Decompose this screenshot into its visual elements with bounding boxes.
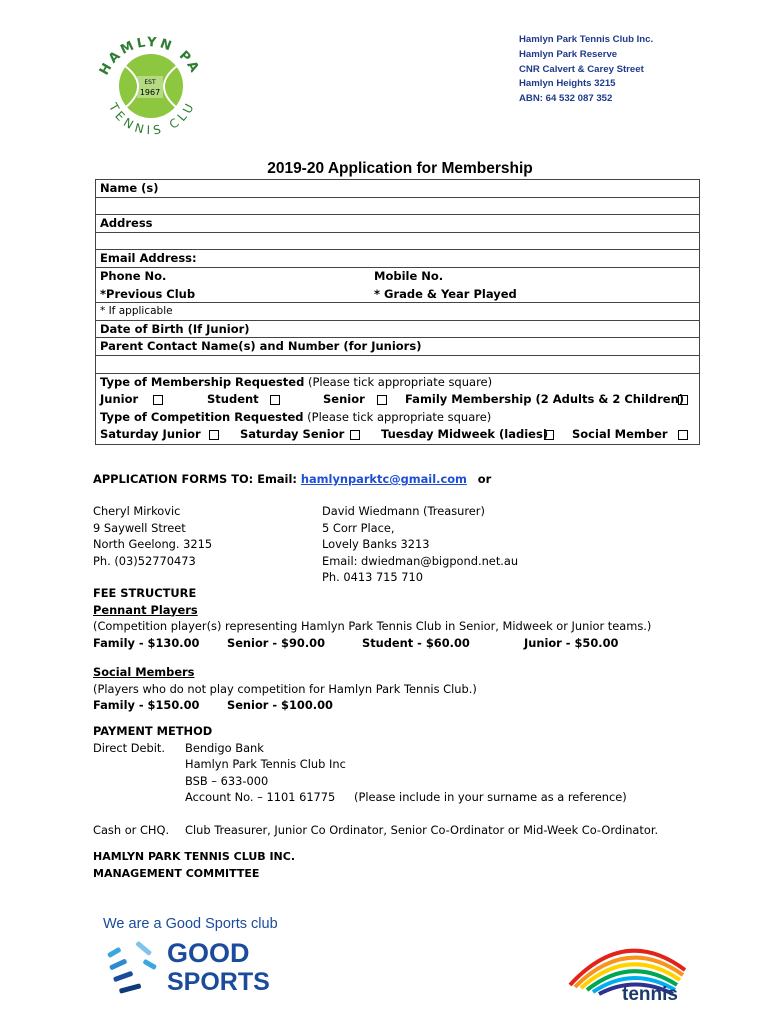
price-family: Family - $130.00: [93, 635, 200, 650]
committee-line: HAMLYN PARK TENNIS CLUB INC.: [93, 850, 296, 863]
address-field[interactable]: [96, 215, 699, 233]
club-address-line: CNR Calvert & Carey Street: [519, 63, 644, 75]
parent-contact-label: Parent Contact Name(s) and Number (for Juniors): [100, 339, 422, 354]
social-prices: [93, 697, 753, 714]
tennis-wordmark: tennis: [622, 984, 678, 1005]
social-description: (Players who do not play competition for Hamlyn Park Tennis Club.): [93, 681, 477, 696]
fee-structure: [93, 585, 753, 714]
competition-type-row: [96, 409, 699, 427]
committee-line: MANAGEMENT COMMITTEE: [93, 866, 260, 880]
option-tuesday-midweek-label: Tuesday Midweek (ladies): [381, 427, 549, 442]
dd-line: Bendigo Bank: [185, 740, 264, 755]
contact-left: [93, 503, 212, 569]
price-student: Student - $60.00: [362, 635, 470, 650]
option-social-member-label: Social Member: [572, 427, 668, 442]
address-field-blank[interactable]: [96, 233, 699, 251]
grade-year-label: * Grade & Year Played: [374, 286, 517, 301]
logo-year: 1967: [139, 88, 161, 97]
contact-left-line: Cheryl Mirkovic: [93, 504, 181, 518]
good-sports-tagline: We are a Good Sports club: [103, 916, 278, 932]
application-line: [93, 471, 491, 488]
tennis-logo: [565, 930, 695, 1005]
social-price-senior: Senior - $100.00: [227, 698, 333, 712]
parent-contact-field[interactable]: [96, 338, 699, 356]
fee-heading: FEE STRUCTURE: [93, 586, 197, 600]
good-sports-word1: GOOD: [167, 938, 250, 968]
pennant-prices: [93, 635, 753, 652]
social-price-family: Family - $150.00: [93, 698, 200, 712]
payment-heading: PAYMENT METHOD: [93, 724, 213, 738]
cash-row: [93, 822, 753, 839]
option-senior-label: Senior: [323, 392, 365, 407]
contact-left-line: Ph. (03)52770473: [93, 553, 196, 568]
direct-debit-label: Direct Debit.: [93, 740, 165, 755]
payment-method: [93, 723, 753, 838]
student-checkbox[interactable]: [270, 395, 280, 405]
pennant-description: (Competition player(s) representing Hamlyn Park Tennis Club in Senior, Midweek or Junior teams.): [93, 619, 652, 633]
page-title: 2019-20 Application for Membership: [267, 160, 533, 177]
address-label: Address: [100, 216, 153, 231]
membership-type-label: Type of Membership Requested: [100, 374, 305, 389]
previous-club-row[interactable]: [96, 286, 699, 304]
phone-label: Phone No.: [100, 268, 167, 283]
option-student-label: Student: [207, 392, 259, 407]
junior-checkbox[interactable]: [153, 395, 163, 405]
saturday-senior-checkbox[interactable]: [350, 430, 360, 440]
parent-contact-blank[interactable]: [96, 356, 699, 374]
logo-est: EST: [144, 79, 156, 86]
pennant-heading: Pennant Players: [93, 602, 198, 617]
family-checkbox[interactable]: [678, 395, 688, 405]
mobile-label: Mobile No.: [374, 268, 444, 283]
logo-top-text: HAMLYN PA: [96, 35, 203, 78]
good-sports-hand-icon: [107, 941, 157, 994]
name-label: Name (s): [100, 181, 159, 195]
club-address-line: Hamlyn Heights 3215: [519, 78, 616, 90]
competition-options-row: [96, 426, 699, 444]
membership-form: [95, 179, 700, 445]
email-label: Email Address:: [100, 251, 197, 266]
tuesday-midweek-checkbox[interactable]: [544, 430, 554, 440]
email-field[interactable]: [96, 250, 699, 268]
club-address-line: Hamlyn Park Reserve: [519, 48, 618, 60]
previous-club-label: *Previous Club: [100, 286, 196, 301]
if-applicable-note: [96, 303, 699, 321]
membership-type-hint: (Please tick appropriate square): [304, 374, 493, 389]
name-field-blank[interactable]: [96, 198, 699, 216]
saturday-junior-checkbox[interactable]: [209, 430, 219, 440]
dd-line: BSB – 633-000: [185, 773, 269, 788]
application-email-link[interactable]: hamlynparktc@gmail.com: [300, 472, 467, 486]
social-heading: Social Members: [93, 665, 195, 679]
good-sports-word2: SPORTS: [167, 968, 270, 996]
dd-line: Account No. – 1101 61775: [185, 790, 336, 804]
direct-debit-block: [93, 740, 753, 806]
option-junior-label: Junior: [100, 392, 139, 407]
option-saturday-junior-label: Saturday Junior: [100, 427, 201, 442]
dob-field[interactable]: [96, 321, 699, 339]
dob-label: Date of Birth (If Junior): [100, 321, 250, 336]
direct-debit-details: [185, 740, 346, 806]
if-applicable-text: * If applicable: [100, 305, 173, 318]
contact-right-line: 5 Corr Place,: [322, 520, 395, 535]
contact-left-line: North Geelong. 3215: [93, 537, 213, 551]
membership-type-row: [96, 374, 699, 392]
cash-text: Club Treasurer, Junior Co Ordinator, Senior Co-Ordinator or Mid-Week Co-Ordinator.: [185, 822, 659, 837]
club-address-line: Hamlyn Park Tennis Club Inc.: [519, 34, 654, 45]
dd-line: Hamlyn Park Tennis Club Inc: [185, 757, 346, 771]
price-senior: Senior - $90.00: [227, 635, 325, 650]
application-label: APPLICATION FORMS TO: Email:: [93, 472, 301, 486]
contact-right-line: Ph. 0413 715 710: [322, 570, 424, 584]
club-address: [519, 33, 653, 107]
contact-right-line: Email: dwiedman@bigpond.net.au: [322, 553, 519, 568]
cash-label: Cash or CHQ.: [93, 822, 170, 837]
committee: [93, 849, 295, 882]
competition-type-hint: (Please tick appropriate square): [303, 409, 492, 424]
price-junior: Junior - $50.00: [524, 635, 619, 650]
application-or: or: [477, 472, 492, 486]
contact-right-line: Lovely Banks 3213: [322, 537, 430, 551]
competition-type-label: Type of Competition Requested: [100, 409, 304, 424]
club-logo: [95, 28, 205, 148]
club-address-line: ABN: 64 532 087 352: [519, 93, 613, 105]
option-saturday-senior-label: Saturday Senior: [240, 427, 345, 442]
contact-right: [322, 503, 518, 586]
logo-bottom-text: TENNIS CLU: [106, 98, 199, 138]
contact-left-line: 9 Saywell Street: [93, 520, 186, 535]
phone-row[interactable]: [96, 268, 699, 286]
social-member-checkbox[interactable]: [678, 430, 688, 440]
contact-right-line: David Wiedmann (Treasurer): [322, 504, 485, 518]
good-sports-logo: [103, 912, 283, 1007]
dd-note: (Please include in your surname as a reference): [354, 789, 627, 804]
senior-checkbox[interactable]: [377, 395, 387, 405]
membership-options-row: [96, 391, 699, 409]
name-field[interactable]: [96, 180, 699, 198]
option-family-label: Family Membership (2 Adults & 2 Children): [405, 392, 685, 407]
